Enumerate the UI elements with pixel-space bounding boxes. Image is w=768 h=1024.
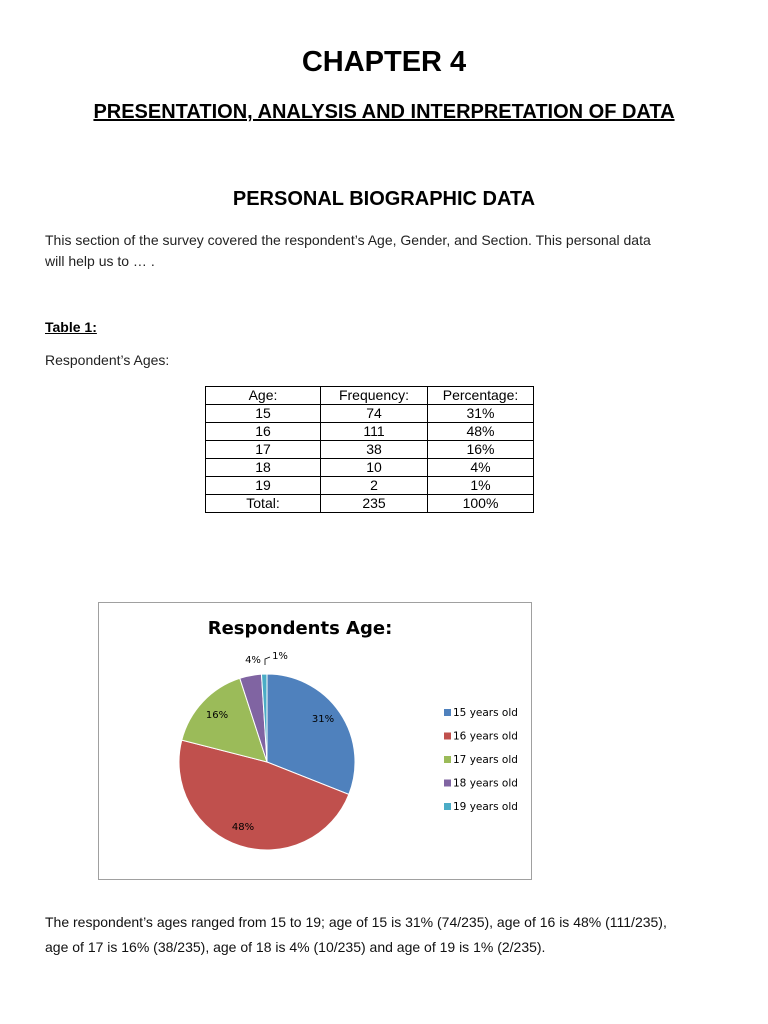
cell-percentage: 48% <box>428 423 534 441</box>
table-caption: Respondent’s Ages: <box>45 352 170 368</box>
table-row <box>206 477 534 495</box>
legend-label: 18 years old <box>453 777 518 790</box>
cell-age: 18 <box>206 459 321 477</box>
cell-percentage: 1% <box>428 477 534 495</box>
conclusion-paragraph <box>45 910 735 960</box>
legend-swatch <box>444 780 451 787</box>
conclusion-line-1: The respondent’s ages ranged from 15 to 19; age of 15 is 31% (74/235), age of 16 is 48% (111/235), <box>45 914 667 930</box>
table-row <box>206 405 534 423</box>
intro-paragraph <box>45 230 725 272</box>
pie-data-label: 16% <box>205 710 229 721</box>
header-percentage: Percentage: <box>428 387 534 405</box>
cell-total-label: Total: <box>206 495 321 513</box>
cell-frequency: 2 <box>321 477 428 495</box>
intro-line-2: will help us to … . <box>45 253 155 269</box>
pie-chart-canvas <box>99 603 531 879</box>
cell-frequency: 10 <box>321 459 428 477</box>
cell-total-frequency: 235 <box>321 495 428 513</box>
cell-percentage: 31% <box>428 405 534 423</box>
cell-frequency: 111 <box>321 423 428 441</box>
legend-label: 17 years old <box>453 754 518 766</box>
cell-age: 19 <box>206 477 321 495</box>
cell-percentage: 4% <box>428 459 534 477</box>
cell-age: 17 <box>206 441 321 459</box>
header-age: Age: <box>206 387 321 405</box>
legend-swatch <box>444 709 451 716</box>
age-pie-chart <box>98 602 532 880</box>
cell-age: 16 <box>206 423 321 441</box>
cell-percentage: 16% <box>428 441 534 459</box>
legend-label: 15 years old <box>453 707 518 719</box>
chart-legend <box>444 707 518 813</box>
table-header-row <box>206 387 534 405</box>
section-title: PERSONAL BIOGRAPHIC DATA <box>232 188 536 210</box>
cell-age: 15 <box>206 405 321 423</box>
pie-data-label: 31% <box>311 714 335 725</box>
legend-swatch <box>444 733 451 740</box>
table-row <box>206 441 534 459</box>
cell-total-percentage: 100% <box>428 495 534 513</box>
pie-data-label: 48% <box>231 822 255 833</box>
chart-title: Respondents Age: <box>207 618 393 639</box>
table-row <box>206 459 534 477</box>
table-total-row <box>206 495 534 513</box>
intro-line-1: This section of the survey covered the respondent’s Age, Gender, and Section. This personal data <box>45 232 651 248</box>
legend-swatch <box>444 803 451 810</box>
table-row <box>206 423 534 441</box>
pie-data-label: 4% <box>245 655 261 666</box>
legend-label: 16 years old <box>453 730 518 743</box>
conclusion-line-2: age of 17 is 16% (38/235), age of 18 is 4% (10/235) and age of 19 is 1% (2/235). <box>45 939 546 955</box>
legend-label: 19 years old <box>453 801 518 813</box>
cell-frequency: 38 <box>321 441 428 459</box>
chapter-subtitle: PRESENTATION, ANALYSIS AND INTERPRETATION OF DATA <box>93 101 675 123</box>
header-frequency: Frequency: <box>321 387 428 405</box>
pie-leader-line <box>265 657 270 665</box>
table-label: Table 1: <box>45 319 97 335</box>
pie-slices <box>179 674 355 850</box>
chapter-heading: CHAPTER 4 <box>301 46 467 78</box>
cell-frequency: 74 <box>321 405 428 423</box>
pie-data-label: 1% <box>272 651 288 662</box>
legend-swatch <box>444 756 451 763</box>
ages-table <box>205 386 534 513</box>
